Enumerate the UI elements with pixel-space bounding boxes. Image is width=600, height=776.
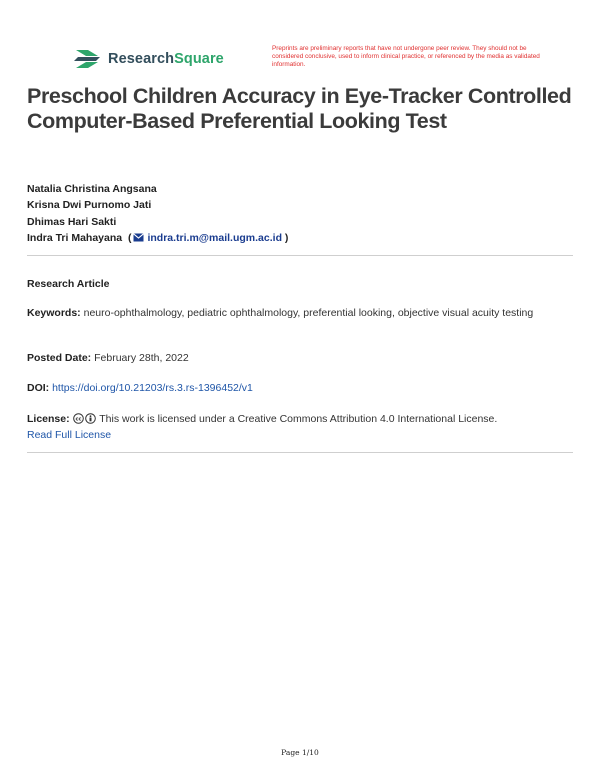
svg-text:cc: cc — [75, 416, 81, 423]
cc-icon — [73, 413, 84, 424]
keywords-row — [27, 305, 573, 321]
author-email-link[interactable]: indra.tri.m@mail.ugm.ac.id — [147, 232, 282, 245]
preprint-notice: Preprints are preliminary reports that have not undergone peer review. They should not be considered conclusive, used to inform clinical practice, or referenced by the media as validated information. — [272, 45, 540, 68]
author-corresponding — [27, 230, 288, 246]
doi-label: DOI: — [27, 382, 50, 394]
envelope-icon — [133, 233, 144, 242]
author-list — [27, 181, 288, 247]
research-square-logo-icon — [74, 48, 102, 70]
author-name: Krisna Dwi Purnomo Jati — [27, 199, 152, 212]
divider — [27, 452, 573, 453]
cc-by-icon — [85, 413, 96, 424]
research-square-logo[interactable] — [74, 48, 224, 70]
doi-link[interactable]: https://doi.org/10.21203/rs.3.rs-1396452/v1 — [52, 382, 253, 394]
divider — [27, 255, 573, 256]
posted-date-row — [27, 350, 573, 366]
page-number: Page 1/10 — [281, 748, 319, 757]
author-name: Natalia Christina Angsana — [27, 183, 157, 195]
article-title: Preschool Children Accuracy in Eye-Tracker Controlled Computer-Based Preferential Looking Test — [27, 84, 572, 133]
license-text: This work is licensed under a Creative Commons Attribution 4.0 International License. — [99, 413, 498, 425]
article-type: Research Article — [27, 278, 110, 290]
author-name: Indra Tri Mahayana — [27, 232, 123, 245]
paren-close: ) — [284, 232, 289, 245]
license-label: License: — [27, 413, 70, 425]
paren-open: ( — [127, 232, 132, 245]
read-full-license-link[interactable]: Read Full License — [27, 429, 112, 441]
logo-text: ResearchSquare — [108, 51, 224, 67]
posted-date-label: Posted Date: — [27, 352, 92, 364]
keywords-label: Keywords: — [27, 307, 81, 319]
posted-date-value: February 28th, 2022 — [94, 352, 189, 364]
license-row — [27, 411, 573, 443]
author-name: Dhimas Hari Sakti — [27, 215, 117, 228]
doi-row — [27, 380, 573, 396]
keywords-value: neuro-ophthalmology, pediatric ophthalmology, preferential looking, objective visual acuity testing — [83, 307, 534, 319]
